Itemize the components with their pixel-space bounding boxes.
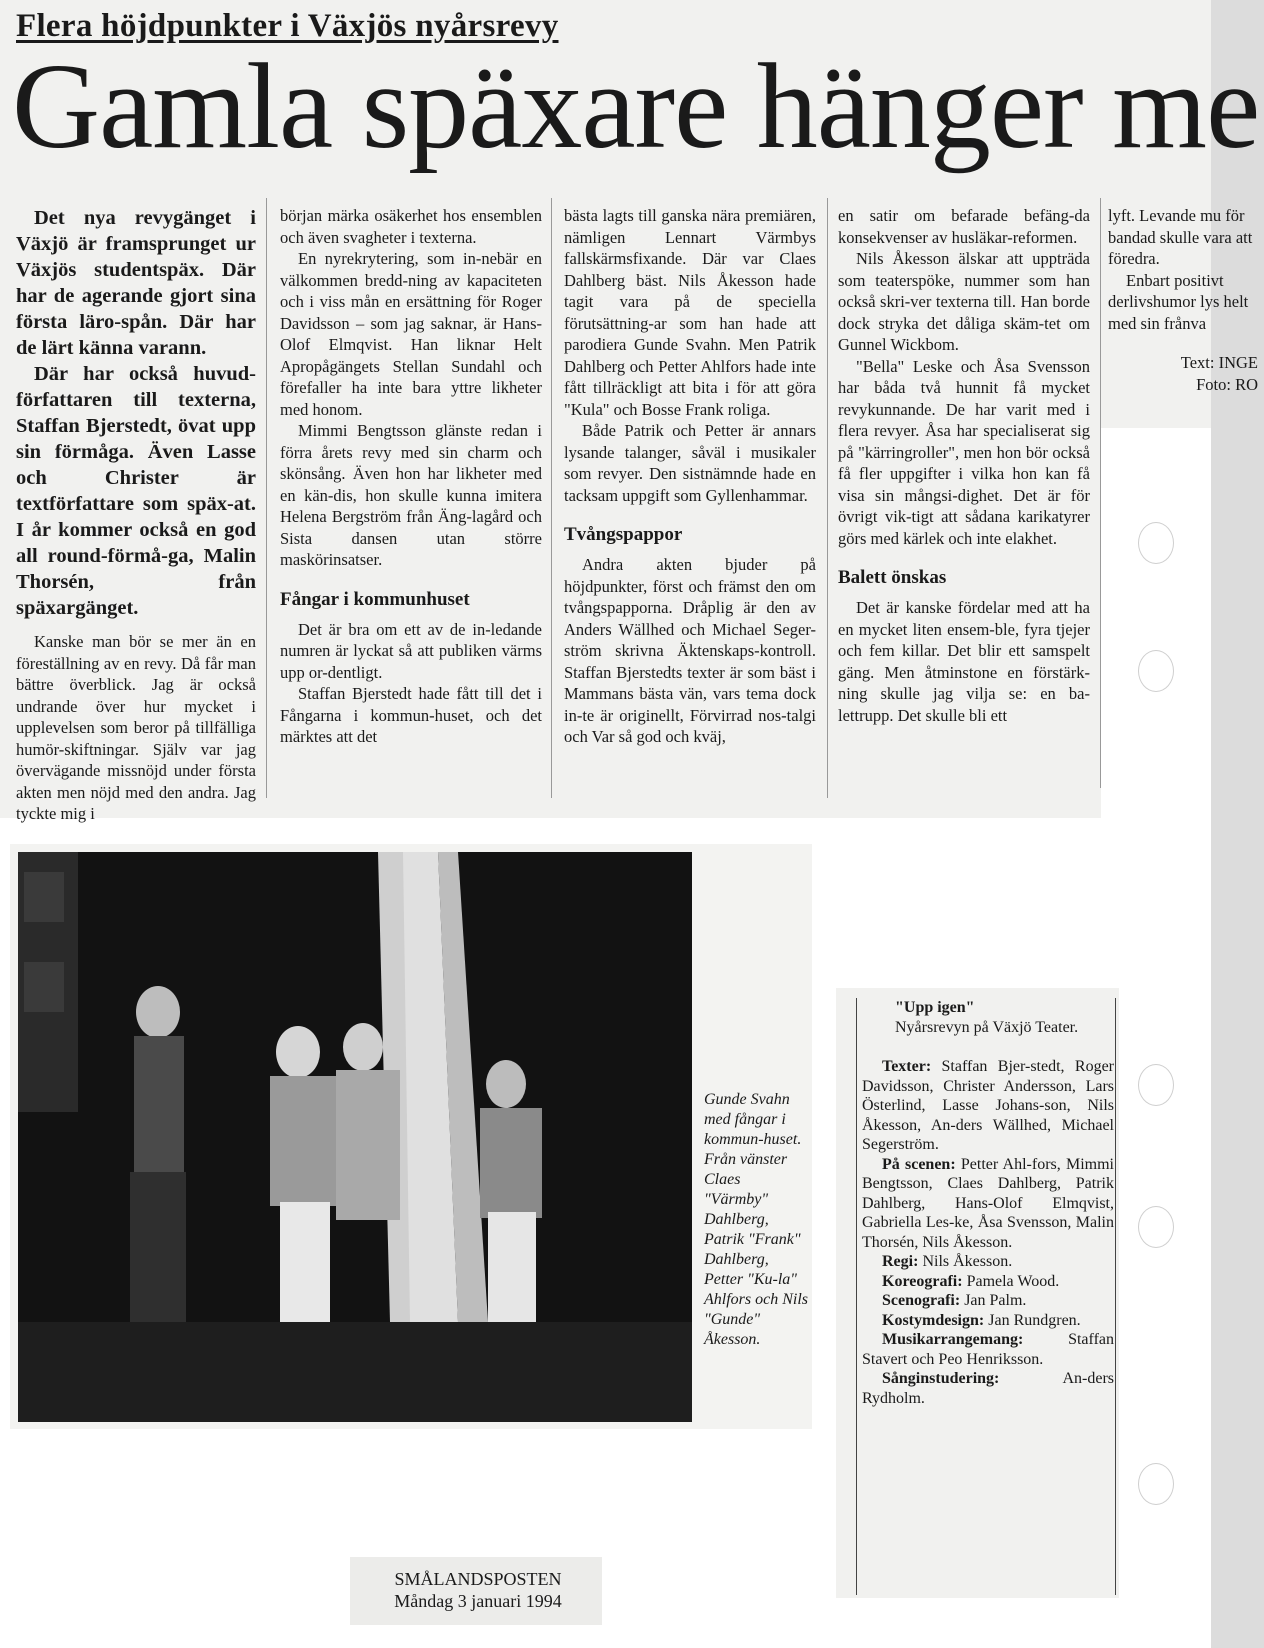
body-paragraph: Enbart positivt derlivshumor lys helt med sin frånva xyxy=(1108,270,1249,333)
article-column-4 xyxy=(838,205,1090,726)
photo-caption: Gunde Svahn med fångar i kommun-huset. Från vänster Claes "Värmby" Dahlberg, Patrik "Frank" Dahlberg, Petter "Ku-la" Ahlfors och Nils "Gunde" Åkesson. xyxy=(704,1091,809,1348)
newspaper-name: SMÅLANDSPOSTEN xyxy=(394,1569,562,1589)
credits-entry xyxy=(862,1291,1114,1311)
body-paragraph: bästa lagts till ganska nära premiären, nämligen Lennart Värmbys fallskärmsfixande. Där var Claes Dahlberg bäst. Nils Åkesson hade tagit vara på de speciella förutsättning-ar som han hade att parodiera Gunde Svahn. Men Patrik Dahlberg och Petter Ahlfors hade inte fått tillräckligt att bita i för att göra "Kula" och Bosse Frank roliga. xyxy=(564,206,816,419)
body-paragraph: En nyrekrytering, som in-nebär en välkommen bredd-ning av kapaciteten och i viss mån en ersättning för Roger Davidsson – som jag saknar, är Hans-Olof Elmqvist. Han liknar Helt Apropågängets Stellan Sundahl och förefaller ha inte bara yttre likheter med honom. xyxy=(280,249,542,419)
body-paragraph: Mimmi Bengtsson glänste redan i förra årets revy med sin charm och skönsång. Även hon har likheter med en kän-dis, hon skulle kunna imitera Helena Bergström från Äng-lagård och Sista dansen utan större maskörinsatser. xyxy=(280,421,542,569)
body-paragraph: Både Patrik och Petter är annars lysande talanger, såväl i musikaler som revyer. Den sistnämnde hade en tacksam uppgift som Gyllenhammar. xyxy=(564,421,816,505)
credits-entry xyxy=(862,1057,1114,1155)
credits-label: Regi: xyxy=(882,1253,919,1270)
body-paragraph: Andra akten bjuder på höjdpunkter, först och främst den om tvångspapporna. Dråplig är den av Anders Wällhed och Michael Seger-ström skrivna Äktenskaps-kontroll. Staffan Bjerstedts texter är som bäst i Mammans bästa vän, vars tema dock in-te är originellt, Förvirrad nos-talgi och Var så god och kväj, xyxy=(564,555,816,746)
credits-label: Sånginstudering: xyxy=(882,1370,1000,1387)
credits-subtitle: Nyårsrevyn på Växjö Teater. xyxy=(895,1018,1079,1036)
body-paragraph: Staffan Bjerstedt hade fått till det i Fångarna i kommun-huset, och det märktes att det xyxy=(280,684,542,746)
article-column-5 xyxy=(1100,205,1264,425)
text-credit: Text: INGE xyxy=(1180,353,1258,372)
credits-value: An-ders Rydholm. xyxy=(862,1370,1114,1407)
body-paragraph: en satir om befarade befäng-da konsekvenser av husläkar-reformen. xyxy=(838,206,1090,247)
punch-hole xyxy=(1138,1463,1174,1505)
credits-box xyxy=(862,998,1114,1408)
punch-hole xyxy=(1138,522,1174,564)
newspaper-masthead xyxy=(358,1568,598,1612)
credits-value: Jan Rundgren. xyxy=(988,1311,1081,1329)
credits-value: Pamela Wood. xyxy=(966,1272,1060,1290)
publication-date: Måndag 3 januari 1994 xyxy=(394,1591,562,1611)
credits-entry xyxy=(862,1252,1114,1272)
body-paragraph: lyft. Levande mu för bandad skulle vara att föredra. xyxy=(1108,206,1253,268)
punch-hole xyxy=(1138,1064,1174,1106)
credits-value: Staffan Bjer-stedt, Roger Davidsson, Christer Andersson, Lars Österlind, Lasse Johans-son, Nils Åkesson, An-ders Wällhed, Michael Segerström. xyxy=(862,1058,1114,1153)
article-column-1 xyxy=(16,205,256,825)
body-paragraph: början märka osäkerhet hos ensemblen och även svagheter i texterna. xyxy=(280,206,542,247)
section-subhead: Balett önskas xyxy=(838,567,947,588)
box-rule xyxy=(1115,998,1116,1595)
body-paragraph: Kanske man bör se mer än en föreställning av en revy. Då får man bättre överblick. Jag är också undrande över hur mycket i upplevelsen som beror på tillfälliga humör-skiftningar. Själv var jag övervägande missnöjd under första akten men nöjd med den andra. Jag tyckte mig i xyxy=(16,632,256,823)
column-rule xyxy=(266,198,267,798)
article-column-2 xyxy=(280,205,542,748)
credits-entry xyxy=(862,1369,1114,1408)
credits-label: Musikarrangemang: xyxy=(882,1331,1024,1348)
credits-entry xyxy=(862,1155,1114,1253)
credits-value: Staffan Stavert och Peo Henriksson. xyxy=(862,1331,1114,1368)
article-column-3 xyxy=(564,205,816,748)
credits-entry xyxy=(862,1311,1114,1331)
punch-hole xyxy=(1138,650,1174,692)
stage-photo xyxy=(18,852,692,1422)
body-paragraph: Det är bra om ett av de in-ledande numren är lyckat så att publiken värms upp or-dentligt. xyxy=(280,619,542,682)
credits-title: "Upp igen" xyxy=(895,999,975,1016)
column-rule xyxy=(827,198,828,798)
kicker-headline: Flera höjdpunkter i Växjös nyårsrevy xyxy=(16,8,559,44)
credits-label: Scenografi: xyxy=(882,1292,961,1309)
credits-value: Jan Palm. xyxy=(964,1292,1027,1309)
column-rule xyxy=(551,198,552,798)
credits-label: Kostymdesign: xyxy=(882,1311,985,1329)
lead-paragraph: Där har också huvud-författaren till texterna, Staffan Bjerstedt, övat upp sin förmåga. Även Lasse och Christer är textförfattare som späx-at. I år kommer också en god all round-förmå-ga, Malin Thorsén, från späxargänget. xyxy=(16,363,256,619)
photo-credit: Foto: RO xyxy=(1196,375,1258,394)
section-subhead: Tvångspappor xyxy=(564,524,683,545)
stage-photo-image xyxy=(18,852,692,1422)
credits-entry xyxy=(862,1330,1114,1369)
box-rule xyxy=(856,998,857,1595)
credits-entry xyxy=(862,1272,1114,1292)
punch-hole xyxy=(1138,1206,1174,1248)
body-paragraph: "Bella" Leske och Åsa Svensson har båda två hunnit få mycket revykunnande. De har varit med i flera revyer. Åsa har specialiserat sig på "kärringroller", men hon bör också få fler uppgifter i vilka hon kan få visa sin mångsi-dighet. Det är för övrigt vik-tigt att sådana karikatyrer görs med kärlek och inte elakhet. xyxy=(838,356,1090,548)
credits-value: Petter Ahl-fors, Mimmi Bengtsson, Claes Dahlberg, Patrik Dahlberg, Hans-Olof Elmqvist, Gabriella Les-ke, Åsa Svensson, Malin Thorsén, Nils Åkesson. xyxy=(862,1155,1114,1251)
credits-label: Koreografi: xyxy=(882,1272,963,1290)
main-headline: Gamla späxare hänger me xyxy=(12,39,1260,174)
lead-paragraph: Det nya revygänget i Växjö är framsprunget ur Växjös studentspäx. Där har de agerande gjort sina första läro-spån. Där har de lärt känna varann. xyxy=(16,207,256,359)
body-paragraph: Nils Åkesson älskar att uppträda som teaterspöke, nummer som han också skri-ver texterna till. Han borde dock stryka det dåliga skäm-tet om Gunnel Wickbom. xyxy=(838,249,1090,354)
credits-value: Nils Åkesson. xyxy=(922,1253,1013,1270)
credits-label: På scenen: xyxy=(882,1155,956,1173)
body-paragraph: Det är kanske fördelar med att ha en mycket liten ensem-ble, fyra tjejer och fem killar. Det blir ett samspelt gäng. Men åtminstone en förstärk-ning skulle jag vilja se: en ba-lettrupp. Det skulle bli ett xyxy=(838,598,1090,725)
section-subhead: Fångar i kommunhuset xyxy=(280,588,470,610)
credits-label: Texter: xyxy=(882,1058,932,1075)
